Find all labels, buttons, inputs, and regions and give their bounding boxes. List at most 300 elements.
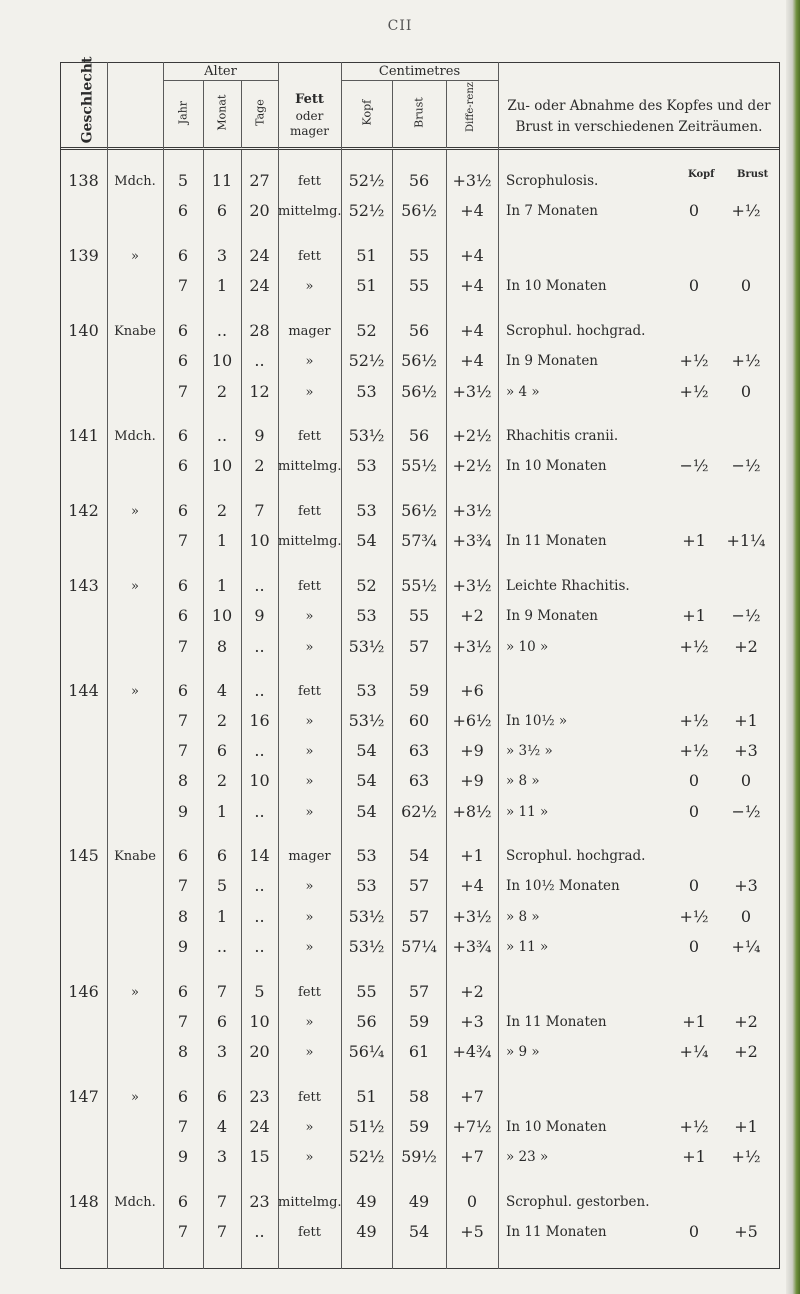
cell-kopf: 53 [356,501,377,520]
cell-j: 7 [177,276,189,295]
cell-brust: 59 [408,681,430,700]
header-zu-line1: Zu- oder Abnahme des Kopfes und der [507,98,771,114]
header-jahr: Jahr [176,100,190,125]
cell-nk: +½ [679,711,709,730]
cell-note: » 9 » [506,1044,540,1060]
cell-j: 7 [177,711,189,730]
cell-t: 9 [254,606,265,625]
cell-m: 10 [211,606,233,625]
cell-sex: » [131,684,139,699]
cell-m: 7 [216,1192,228,1211]
cell-m: 1 [216,907,228,926]
cell-note: In 10 Monaten [506,1119,607,1135]
cell-sex: » [131,504,139,519]
cell-note: » 3½ » [506,743,553,759]
cell-t: 7 [254,501,265,520]
cell-diff: +3½ [452,576,492,595]
cell-brust: 54 [408,1222,430,1241]
cell-nb: +½ [731,1147,761,1166]
cell-m: 1 [216,276,228,295]
cell-nb: −½ [731,606,761,625]
cell-fett: fett [298,985,321,1000]
cell-fett: » [305,1015,314,1030]
cell-nk: +1 [682,1147,706,1166]
col-divider [163,62,164,1269]
cell-kopf: 51½ [348,1117,385,1136]
cell-t: .. [254,802,265,821]
cell-brust: 57¼ [401,937,437,956]
cell-fett: mittelmg. [278,459,342,474]
cell-nr: 145 [68,846,99,865]
cell-nk: +½ [679,907,709,926]
cell-t: 10 [249,1012,270,1031]
cell-note: » 8 » [506,773,540,789]
cell-j: 7 [177,531,189,550]
cell-nk: 0 [688,201,700,220]
cell-kopf: 52 [356,321,377,340]
cell-kopf: 53 [356,382,377,401]
cell-nk: +½ [679,1117,709,1136]
cell-diff: +4 [460,276,484,295]
cell-nb: +1 [734,711,758,730]
cell-nk: −½ [679,456,709,475]
cell-brust: 56½ [401,201,437,220]
cell-m: 6 [216,1012,228,1031]
cell-nb: +3 [734,741,758,760]
cell-diff: +4 [460,321,484,340]
cell-j: 5 [177,171,189,190]
cell-nk: +½ [679,637,709,656]
cell-j: 6 [177,681,189,700]
cell-diff: +2½ [452,456,492,475]
cell-j: 6 [177,1087,189,1106]
cell-kopf: 52½ [348,201,385,220]
cell-diff: 0 [466,1192,478,1211]
cell-note: In 11 Monaten [506,1014,607,1030]
cell-kopf: 53 [356,876,377,895]
cell-brust: 56 [408,171,430,190]
cell-fett: mittelmg. [278,204,342,219]
cell-t: .. [254,937,265,956]
cell-fett: fett [298,429,321,444]
cell-j: 8 [177,907,189,926]
cell-nk: 0 [688,1222,700,1241]
cell-nb: +1 [734,1117,758,1136]
header-fett-1: Fett [295,92,324,107]
cell-brust: 56½ [401,351,437,370]
cell-j: 6 [177,351,189,370]
cell-t: .. [254,876,265,895]
cell-j: 6 [177,1192,189,1211]
cell-m: 8 [216,637,228,656]
cell-note: Rhachitis cranii. [506,428,619,444]
cell-j: 6 [177,606,189,625]
cell-m: 7 [216,1222,228,1241]
cell-t: 28 [249,321,270,340]
cell-j: 7 [177,1222,189,1241]
cell-m: 2 [216,382,228,401]
col-divider [107,62,108,1269]
cell-diff: +2 [460,606,484,625]
cell-kopf: 53½ [348,426,385,445]
cell-brust: 54 [408,846,430,865]
cell-note: In 9 Monaten [506,608,599,624]
cell-note: » 4 » [506,384,540,400]
header-zu-abnahme [498,96,780,138]
cell-j: 9 [177,1147,189,1166]
cell-m: 3 [216,246,228,265]
cell-fett: mittelmg. [278,534,342,549]
cell-diff: +7 [460,1087,484,1106]
cell-nr: 142 [68,501,99,520]
cell-nb: +½ [731,201,761,220]
cell-nb: +½ [731,351,761,370]
cell-t: 23 [249,1087,270,1106]
cell-fett: fett [298,249,321,264]
header-fett-3: mager [289,124,330,139]
col-divider [498,62,499,1269]
cell-note: In 11 Monaten [506,1224,607,1240]
cell-note: In 10½ » [506,713,568,729]
cell-nk: +½ [679,382,709,401]
cell-nk: 0 [688,876,700,895]
cell-kopf: 49 [356,1192,377,1211]
cell-t: .. [254,907,265,926]
cell-j: 7 [177,876,189,895]
cell-brust: 56½ [401,501,437,520]
cell-kopf: 54 [356,531,377,550]
cell-nr: 140 [68,321,99,340]
cell-t: 9 [254,426,265,445]
cell-j: 7 [177,1117,189,1136]
cell-nb: 0 [740,771,752,790]
cell-brust: 56 [408,426,430,445]
cell-fett: fett [298,684,321,699]
cell-diff: +2½ [452,426,492,445]
cell-note: » 10 » [506,639,549,655]
cell-nk: 0 [688,276,700,295]
cell-note: Leichte Rhachitis. [506,578,630,594]
cell-nr: 143 [68,576,99,595]
cell-diff: +3½ [452,382,492,401]
cell-m: 4 [216,1117,228,1136]
header-fett-2: oder [295,108,324,123]
header-fett [278,92,341,140]
cell-sex: Mdch. [114,429,156,444]
cell-note: In 9 Monaten [506,353,599,369]
header-zu-line2: Brust in verschiedenen Zeiträumen. [515,118,763,135]
cell-t: 24 [249,246,270,265]
cell-m: 2 [216,771,228,790]
cell-note: Scrophul. gestorben. [506,1194,650,1210]
cell-note: In 7 Monaten [506,203,599,219]
header-brust: Brust [412,97,426,128]
centimetres-rule [341,80,498,81]
cell-nb: +3 [734,876,758,895]
cell-j: 6 [177,426,189,445]
cell-t: 23 [249,1192,270,1211]
cell-m: 11 [211,171,233,190]
cell-diff: +4 [460,876,484,895]
cell-sex: » [131,249,139,264]
header-centimetres: Centimetres [378,64,461,79]
cell-j: 6 [177,246,189,265]
cell-fett: » [305,805,314,820]
cell-t: 24 [249,1117,270,1136]
cell-m: 6 [216,741,228,760]
cell-brust: 55 [408,606,430,625]
cell-diff: +7 [460,1147,484,1166]
cell-fett: fett [298,579,321,594]
cell-kopf: 49 [356,1222,377,1241]
cell-fett: fett [298,174,321,189]
cell-t: .. [254,351,265,370]
cell-brust: 55 [408,246,430,265]
cell-j: 6 [177,846,189,865]
cell-diff: +6 [460,681,484,700]
cell-note: Scrophul. hochgrad. [506,848,646,864]
cell-nb: −½ [731,456,761,475]
cell-note: In 10 Monaten [506,278,607,294]
cell-note: » 11 » [506,939,549,955]
cell-nr: 141 [68,426,99,445]
cell-brust: 57¾ [401,531,437,550]
cell-kopf: 53½ [348,937,385,956]
cell-fett: » [305,640,314,655]
cell-diff: +3½ [452,637,492,656]
cell-fett: mager [288,849,331,864]
cell-diff: +5 [460,1222,484,1241]
cell-m: 1 [216,531,228,550]
cell-brust: 57 [408,907,430,926]
cell-j: 6 [177,501,189,520]
cell-kopf: 52 [356,576,377,595]
cell-m: 2 [216,711,228,730]
cell-nb: 0 [740,382,752,401]
cell-brust: 55½ [401,456,437,475]
header-monat: Monat [215,94,229,131]
cell-diff: +3¾ [452,937,492,956]
cell-fett: » [305,714,314,729]
cell-brust: 56½ [401,382,437,401]
cell-fett: mager [288,324,331,339]
cell-fett: » [305,940,314,955]
cell-brust: 57 [408,637,430,656]
cell-t: .. [254,576,265,595]
cell-fett: » [305,1120,314,1135]
cell-t: 24 [249,276,270,295]
cell-fett: » [305,774,314,789]
cell-t: 12 [249,382,270,401]
cell-brust: 59 [408,1012,430,1031]
cell-fett: » [305,279,314,294]
cell-sex: Mdch. [114,174,156,189]
cell-nb: −½ [731,802,761,821]
cell-sex: Knabe [114,324,156,339]
cell-kopf: 51 [356,1087,377,1106]
cell-nk: 0 [688,937,700,956]
cell-fett: » [305,609,314,624]
cell-nb: 0 [740,276,752,295]
cell-m: .. [216,937,228,956]
cell-m: 10 [211,456,233,475]
cell-diff: +3½ [452,171,492,190]
cell-fett: fett [298,1225,321,1240]
cell-diff: +2 [460,982,484,1001]
page-number: CII [387,18,413,34]
cell-j: 9 [177,937,189,956]
cell-j: 6 [177,321,189,340]
cell-diff: +4 [460,351,484,370]
cell-m: 1 [216,576,228,595]
cell-nr: 138 [68,171,99,190]
cell-brust: 59½ [401,1147,437,1166]
cell-nb: +5 [734,1222,758,1241]
cell-brust: 55½ [401,576,437,595]
cell-m: 5 [216,876,228,895]
cell-nk: +1 [682,606,706,625]
cell-kopf: 53 [356,456,377,475]
cell-brust: 55 [408,276,430,295]
header-divider [60,147,780,150]
cell-kopf: 55 [356,982,377,1001]
cell-diff: +1 [460,846,484,865]
cell-kopf: 56 [356,1012,377,1031]
cell-fett: » [305,1150,314,1165]
cell-kopf: 53½ [348,907,385,926]
header-differenz: Diffe-renz [465,81,476,132]
cell-fett: » [305,385,314,400]
cell-diff: +4 [460,201,484,220]
cell-nr: 146 [68,982,99,1001]
cell-nr: 139 [68,246,99,265]
cell-note: Scrophulosis. [506,173,599,189]
cell-diff: +6½ [452,711,492,730]
cell-nk: +½ [679,741,709,760]
cell-m: 7 [216,982,228,1001]
cell-t: 15 [249,1147,270,1166]
cell-j: 7 [177,741,189,760]
cell-brust: 63 [408,741,430,760]
cell-kopf: 54 [356,771,377,790]
cell-brust: 63 [408,771,430,790]
cell-m: 2 [216,501,228,520]
cell-brust: 60 [408,711,430,730]
cell-diff: +3½ [452,907,492,926]
cell-note: In 10 Monaten [506,458,607,474]
cell-sex: Mdch. [114,1195,156,1210]
cell-note: » 23 » [506,1149,549,1165]
cell-nb: +¼ [731,937,761,956]
cell-nb: +2 [734,1012,758,1031]
cell-j: 7 [177,382,189,401]
cell-t: 10 [249,771,270,790]
col-divider [203,80,204,148]
cell-t: 16 [249,711,270,730]
cell-brust: 57 [408,982,430,1001]
subheader-brust: Brust [737,169,769,180]
cell-fett: fett [298,504,321,519]
cell-kopf: 52½ [348,1147,385,1166]
header-kopf: Kopf [360,99,374,126]
cell-t: .. [254,741,265,760]
cell-t: 27 [249,171,270,190]
cell-diff: +4 [460,246,484,265]
cell-m: 3 [216,1042,228,1061]
cell-note: Scrophul. hochgrad. [506,323,646,339]
cell-m: .. [216,321,228,340]
cell-m: 3 [216,1147,228,1166]
cell-m: .. [216,426,228,445]
cell-t: 2 [254,456,265,475]
cell-nk: +1 [682,1012,706,1031]
cell-brust: 59 [408,1117,430,1136]
alter-rule [163,80,278,81]
cell-j: 6 [177,456,189,475]
cell-sex: » [131,579,139,594]
cell-t: 14 [249,846,270,865]
cell-j: 9 [177,802,189,821]
cell-kopf: 54 [356,802,377,821]
cell-brust: 61 [408,1042,430,1061]
cell-nk: +½ [679,351,709,370]
cell-fett: » [305,879,314,894]
cell-nr: 147 [68,1087,99,1106]
cell-j: 7 [177,1012,189,1031]
col-divider [341,62,342,1269]
cell-brust: 62½ [401,802,437,821]
cell-diff: +4¾ [452,1042,492,1061]
cell-m: 6 [216,1087,228,1106]
cell-fett: » [305,354,314,369]
cell-nk: 0 [688,802,700,821]
cell-note: » 11 » [506,804,549,820]
cell-t: .. [254,637,265,656]
cell-brust: 57 [408,876,430,895]
cell-fett: » [305,744,314,759]
header-geschlecht: Geschlecht [79,56,96,144]
cell-nb: 0 [740,907,752,926]
cell-diff: +9 [460,771,484,790]
cell-m: 4 [216,681,228,700]
cell-kopf: 53½ [348,637,385,656]
cell-nb: +1¼ [726,531,766,550]
cell-note: In 10½ Monaten [506,878,620,894]
cell-m: 10 [211,351,233,370]
cell-diff: +3 [460,1012,484,1031]
cell-brust: 58 [408,1087,430,1106]
cell-nk: +1 [682,531,706,550]
cell-nb: +2 [734,1042,758,1061]
subheader-kopf: Kopf [688,169,715,180]
header-alter: Alter [204,64,237,79]
cell-note: In 11 Monaten [506,533,607,549]
cell-kopf: 54 [356,741,377,760]
cell-kopf: 53 [356,846,377,865]
cell-t: 5 [254,982,265,1001]
header-tage: Tage [253,99,267,126]
cell-kopf: 53½ [348,711,385,730]
cell-kopf: 51 [356,276,377,295]
cell-fett: » [305,910,314,925]
cell-nr: 148 [68,1192,99,1211]
cell-m: 1 [216,802,228,821]
cell-nb: +2 [734,637,758,656]
cell-brust: 49 [408,1192,430,1211]
cell-t: 20 [249,201,270,220]
cell-fett: mittelmg. [278,1195,342,1210]
cell-kopf: 51 [356,246,377,265]
